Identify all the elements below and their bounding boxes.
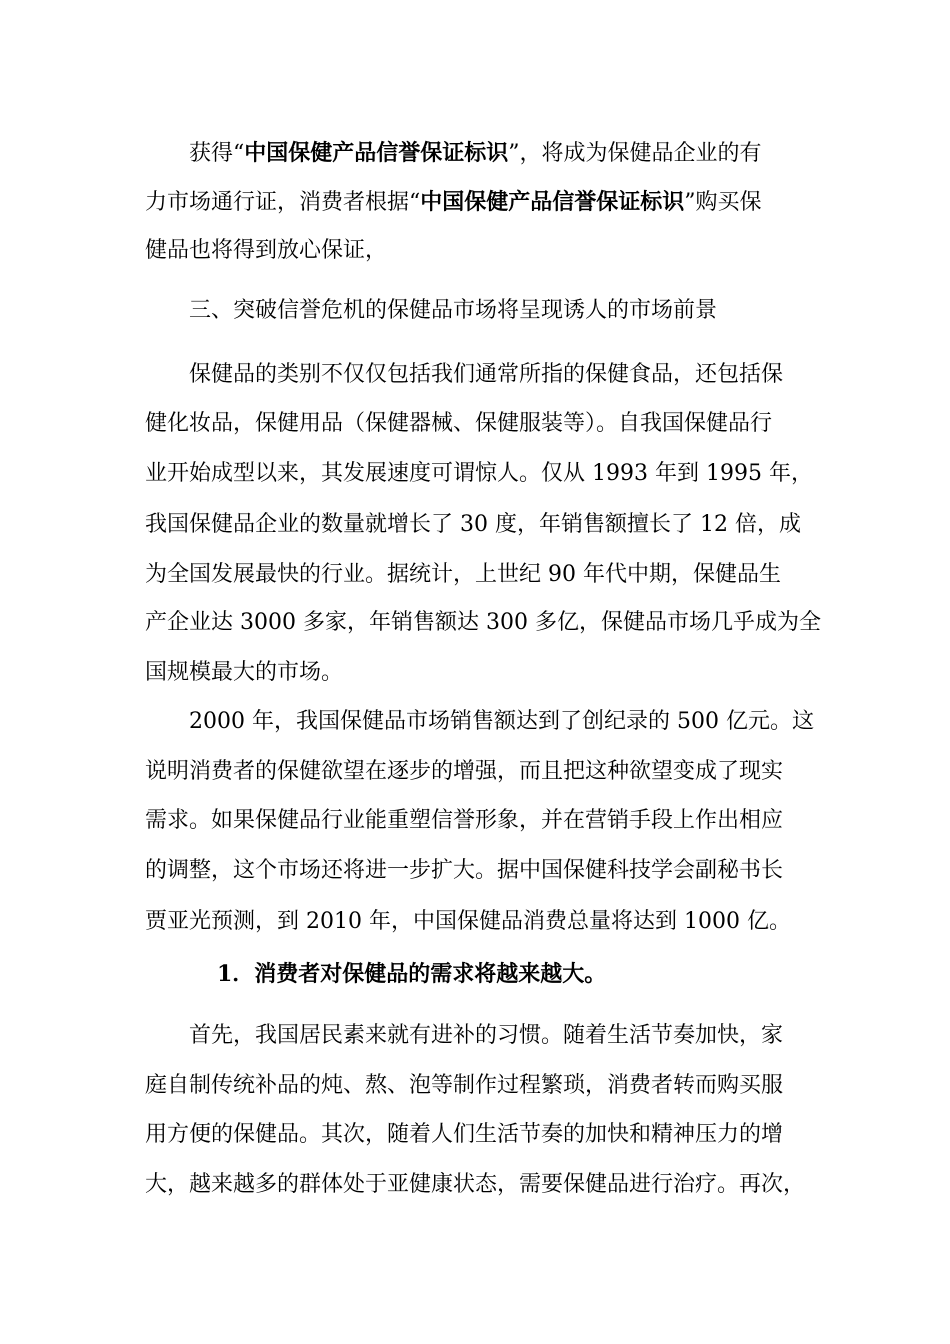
paragraph-1-line-3: 健品也将得到放心保证，	[145, 238, 388, 263]
paragraph-2-line: 我国保健品企业的数量就增长了 30 度，年销售额擅长了 12 倍，成	[145, 512, 801, 537]
text-run: 购买保	[695, 190, 762, 215]
paragraph-2-line: 健化妆品，保健用品（保健器械、保健服装等）。自我国保健品行	[145, 411, 773, 436]
paragraph-1-line-2	[145, 189, 762, 216]
paragraph-3-line: 说明消费者的保健欲望在逐步的增强，而且把这种欲望变成了现实	[145, 759, 784, 784]
paragraph-2-line: 为全国发展最快的行业。据统计，上世纪 90 年代中期，保健品生	[145, 562, 781, 587]
paragraph-4-line: 大，越来越多的群体处于亚健康状态，需要保健品进行治疗。再次，	[145, 1172, 806, 1197]
paragraph-4-line: 首先，我国居民素来就有进补的习惯。随着生活节奏加快，家	[189, 1023, 784, 1048]
paragraph-2-line: 业开始成型以来，其发展速度可谓惊人。仅从 1993 年到 1995 年，	[145, 461, 813, 486]
quote-mark: “	[409, 190, 421, 215]
quote-mark: ”	[684, 190, 696, 215]
text-run: ，将成为保健品企业的有	[519, 141, 762, 166]
emphasis-text: 中国保健产品信誉保证标识	[420, 189, 685, 215]
paragraph-2-line: 产企业达 3000 多家，年销售额达 300 多亿，保健品市场几乎成为全	[145, 610, 821, 635]
paragraph-4-line: 庭自制传统补品的炖、熬、泡等制作过程繁琐，消费者转而购买服	[145, 1073, 784, 1098]
paragraph-3-line: 2000 年，我国保健品市场销售额达到了创纪录的 500 亿元。这	[189, 709, 814, 734]
text-run: 获得	[189, 141, 234, 166]
emphasis-text: 中国保健产品信誉保证标识	[244, 140, 509, 166]
paragraph-4-line: 用方便的保健品。其次，随着人们生活节奏的加快和精神压力的增	[145, 1122, 784, 1147]
paragraph-2-line: 保健品的类别不仅仅包括我们通常所指的保健食品，还包括保	[189, 362, 784, 387]
paragraph-3-line: 的调整，这个市场还将进一步扩大。据中国保健科技学会副秘书长	[145, 858, 784, 883]
paragraph-3-line: 需求。如果保健品行业能重塑信誉形象，并在营销手段上作出相应	[145, 808, 784, 833]
quote-mark: ”	[508, 141, 520, 166]
paragraph-3-line: 贾亚光预测，到 2010 年，中国保健品消费总量将达到 1000 亿。	[145, 909, 791, 934]
section-heading: 三、突破信誉危机的保健品市场将呈现诱人的市场前景	[189, 298, 718, 323]
text-run: 力市场通行证，消费者根据	[145, 190, 410, 215]
sub-heading: 1．消费者对保健品的需求将越来越大。	[217, 961, 607, 987]
paragraph-2-line: 国规模最大的市场。	[145, 660, 344, 685]
paragraph-1-line-1	[189, 140, 762, 167]
quote-mark: “	[233, 141, 245, 166]
